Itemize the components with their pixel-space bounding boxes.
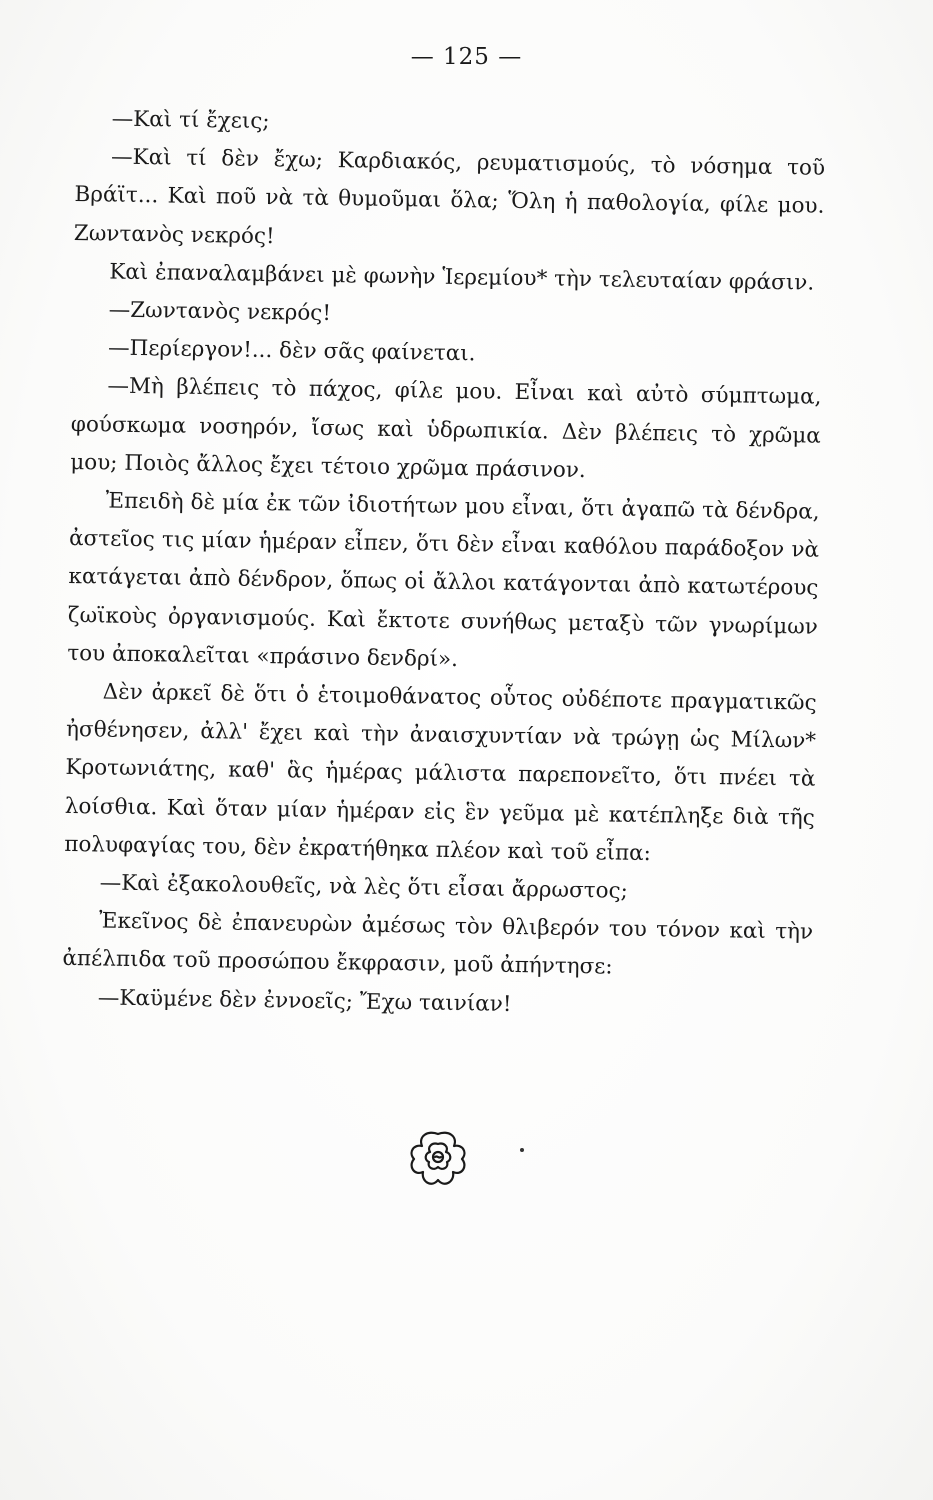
- paragraph: Δὲν ἀρκεῖ δὲ ὅτι ὁ ἑτοιμοθάνατος οὗτος οὐδέποτε πραγματικῶς ἠσθένησεν, ἀλλ' ἔχει καὶ τὴν ἀναισχυντίαν νὰ τρώγῃ ὡς Μίλων* Κροτωνιάτης, καθ' ἃς ἡμέρας μάλιστα παρεπονεῖτο, ὅτι πνέει τὰ λοίσθια. Καὶ ὅταν μίαν ἡμέραν εἰς ἓν γεῦμα μὲ κατέπληξε διὰ τῆς πολυφαγίας του, δὲν ἐκρατήθηκα πλέον καὶ τοῦ εἶπα:: [64, 679, 817, 866]
- paragraph: —Καϋμένε δὲν ἐννοεῖς; Ἔχω ταινίαν!: [97, 985, 512, 1017]
- floral-ornament-icon: [404, 1128, 472, 1190]
- paragraph: —Καὶ τί δὲν ἔχω; Καρδιακός, ρευματισμούς, τὸ νόσημα τοῦ Βράϊτ... Καὶ ποῦ νὰ τὰ θυμοῦμαι ὅλα; Ὅλη ἡ παθολογία, φίλε μου. Ζωντανὸς νεκρός!: [73, 144, 826, 249]
- paragraph: Καὶ ἐπαναλαμβάνει μὲ φωνὴν Ἱερεμίου* τὴν τελευταίαν φράσιν.: [109, 259, 815, 296]
- paragraph: —Καὶ τί ἔχεις;: [111, 106, 270, 135]
- paragraph: Ἐπειδὴ δὲ μία ἐκ τῶν ἰδιοτήτων μου εἶναι, ὅτι ἀγαπῶ τὰ δένδρα, ἀστεῖος τις μίαν ἡμέραν εἶπεν, ὅτι δὲν εἶναι καθόλου παράδοξον νὰ κατάγεται ἀπὸ δένδρον, ὅπως οἱ ἄλλοι κατάγονται ἀπὸ κατωτέρους ζωϊκοὺς ὀργανισμούς. Καὶ ἔκτοτε συνήθως μεταξὺ τῶν γνωρίμων του ἀποκαλεῖται «πράσινο δενδρί».: [67, 488, 820, 672]
- paragraph: —Ζωντανὸς νεκρός!: [108, 297, 332, 327]
- paragraph: —Περίεργον!... δὲν σᾶς φαίνεται.: [107, 335, 476, 367]
- paragraph: —Καὶ ἐξακολουθεῖς, νὰ λὲς ὅτι εἶσαι ἄρρωστος;: [99, 870, 629, 904]
- paragraph: Ἐκεῖνος δὲ ἐπανευρὼν ἀμέσως τὸν θλιβερόν του τόνον καὶ τὴν ἀπέλπιδα τοῦ προσώπου ἔκφρασιν, μοῦ ἀπήντησε:: [62, 908, 814, 981]
- body-text: [62, 100, 826, 1029]
- ink-speck: [520, 1148, 524, 1152]
- page-number: — 125 —: [410, 44, 523, 70]
- paragraph: —Μὴ βλέπεις τὸ πάχος, φίλε μου. Εἶναι καὶ αὐτὸ σύμπτωμα, φούσκωμα νοσηρόν, ἴσως καὶ ὑδρωπικία. Δὲν βλέπεις τὸ χρῶμα μου; Ποιὸς ἄλλος ἔχει τέτοιο χρῶμα πράσινον.: [70, 373, 822, 483]
